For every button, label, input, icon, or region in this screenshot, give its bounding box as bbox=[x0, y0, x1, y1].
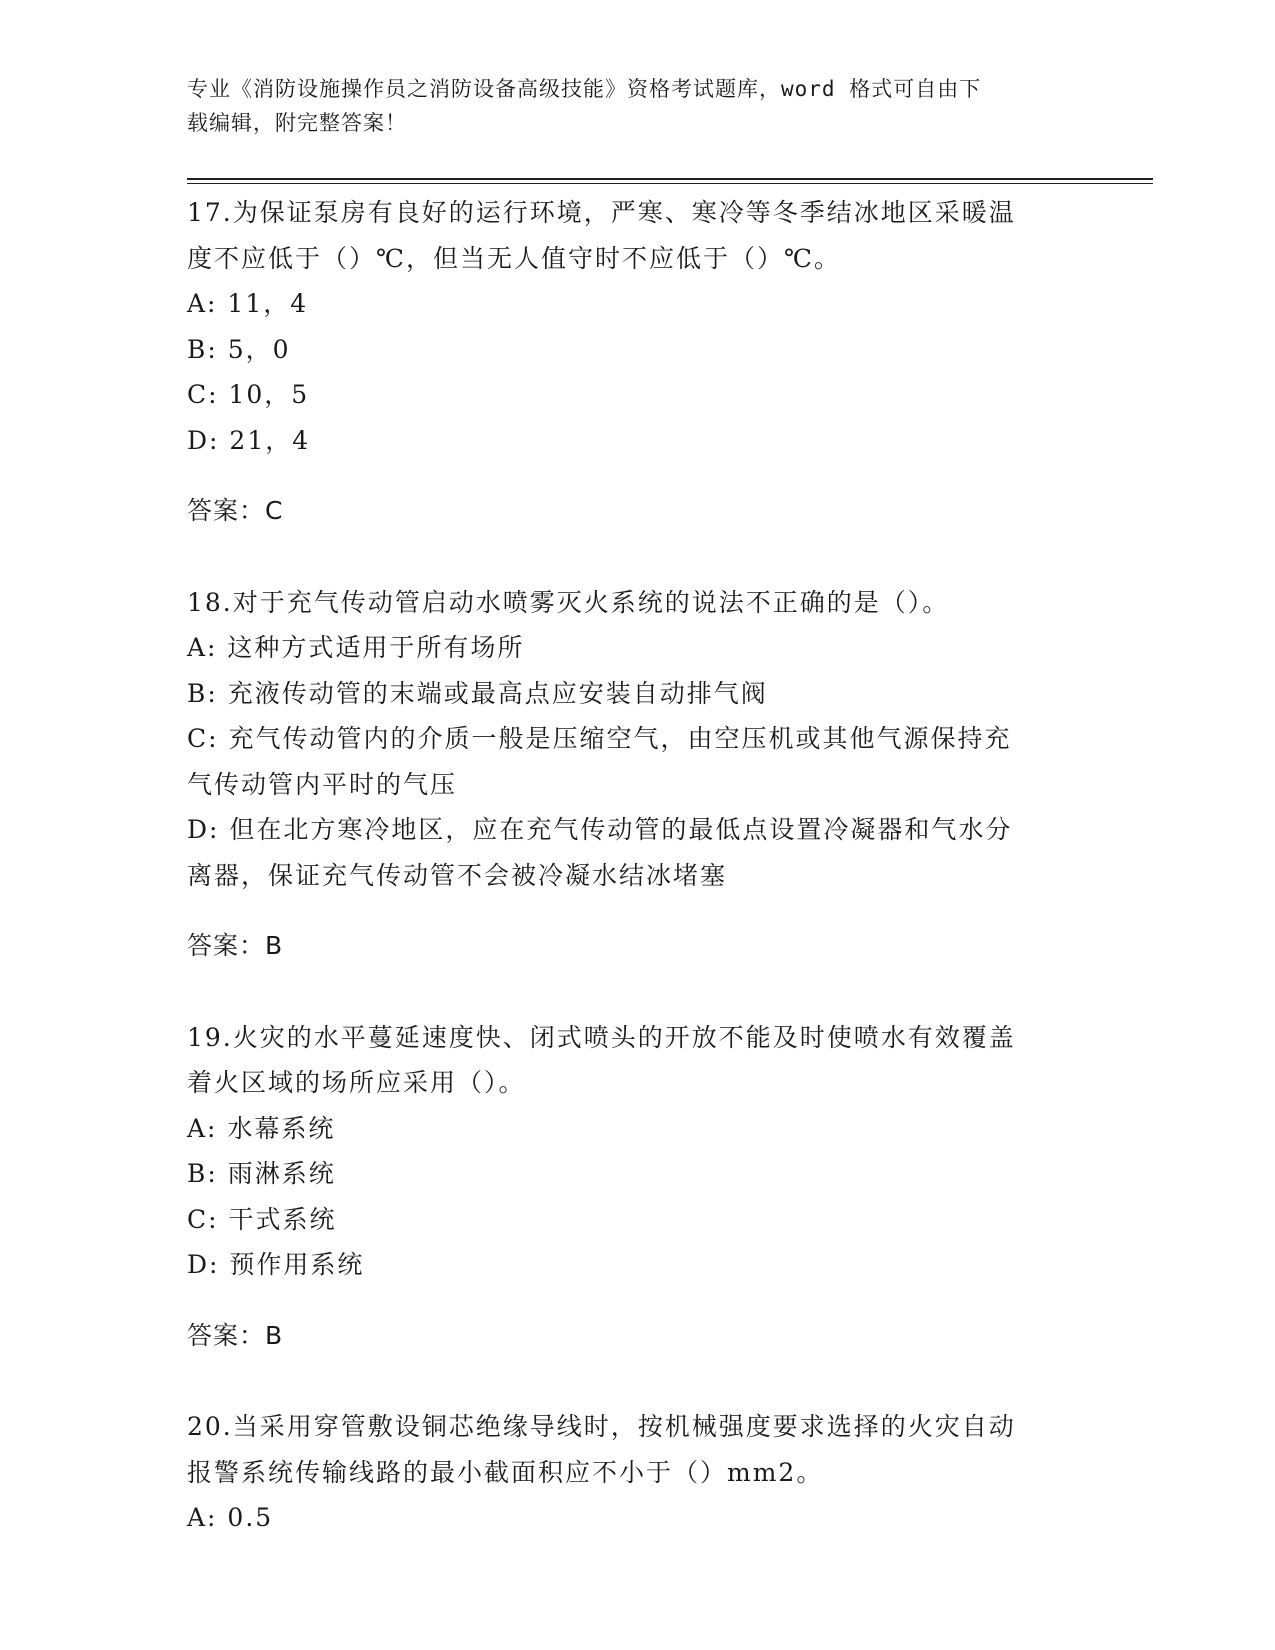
option-d: D: 21，4 bbox=[187, 425, 311, 455]
question-19 bbox=[187, 1015, 1087, 1359]
question-20 bbox=[187, 1404, 1087, 1541]
answer-label: 答案：B bbox=[187, 1320, 284, 1350]
header-divider-thick bbox=[187, 178, 1153, 180]
question-stem-line: 着火区域的场所应采用（）。 bbox=[187, 1068, 526, 1097]
header-line-1: 专业《消防设施操作员之消防设备高级技能》资格考试题库，word 格式可自由下 bbox=[187, 77, 982, 101]
option-a: A: 11，4 bbox=[187, 289, 309, 318]
question-18 bbox=[187, 580, 1087, 969]
question-stem-line: 报警系统传输线路的最小截面积应不小于（）mm2。 bbox=[187, 1457, 824, 1487]
question-stem-line: 20.当采用穿管敷设铜芯绝缘导线时，按机械强度要求选择的火灾自动 bbox=[187, 1412, 1016, 1441]
question-17 bbox=[187, 190, 1087, 534]
answer-label: 答案：B bbox=[187, 931, 284, 960]
header-divider-thin bbox=[187, 183, 1153, 184]
question-stem-line: 17.为保证泵房有良好的运行环境，严寒、寒冷等冬季结冰地区采暖温 bbox=[187, 198, 1016, 227]
question-stem-line: 19.火灾的水平蔓延速度快、闭式喷头的开放不能及时使喷水有效覆盖 bbox=[187, 1022, 1016, 1052]
header-line-2: 载编辑，附完整答案！ bbox=[187, 111, 407, 135]
answer-label: 答案：C bbox=[187, 496, 284, 525]
option-a: A: 这种方式适用于所有场所 bbox=[187, 633, 525, 662]
option-d: D: 预作用系统 bbox=[187, 1250, 365, 1279]
option-c: C: 10，5 bbox=[187, 380, 310, 409]
question-stem-line: 度不应低于（）℃，但当无人值守时不应低于（）℃。 bbox=[187, 243, 841, 273]
option-a: A: 0.5 bbox=[187, 1503, 274, 1532]
option-b: B: 雨淋系统 bbox=[187, 1159, 336, 1188]
option-d-continued: 离器，保证充气传动管不会被冷凝水结冰堵塞 bbox=[187, 860, 728, 890]
option-b: B: 5，0 bbox=[187, 334, 291, 364]
document-header bbox=[187, 72, 1067, 140]
question-stem-line: 18.对于充气传动管启动水喷雾灭火系统的说法不正确的是（）。 bbox=[187, 587, 950, 617]
option-c-continued: 气传动管内平时的气压 bbox=[187, 769, 458, 799]
option-a: A: 水幕系统 bbox=[187, 1113, 336, 1143]
option-b: B: 充液传动管的末端或最高点应安装自动排气阀 bbox=[187, 678, 768, 708]
option-d: D: 但在北方寒冷地区，应在充气传动管的最低点设置冷凝器和气水分 bbox=[187, 815, 1013, 844]
question-list bbox=[187, 190, 1087, 1587]
option-c: C: 充气传动管内的介质一般是压缩空气，由空压机或其他气源保持充 bbox=[187, 724, 1012, 753]
option-c: C: 干式系统 bbox=[187, 1204, 337, 1234]
